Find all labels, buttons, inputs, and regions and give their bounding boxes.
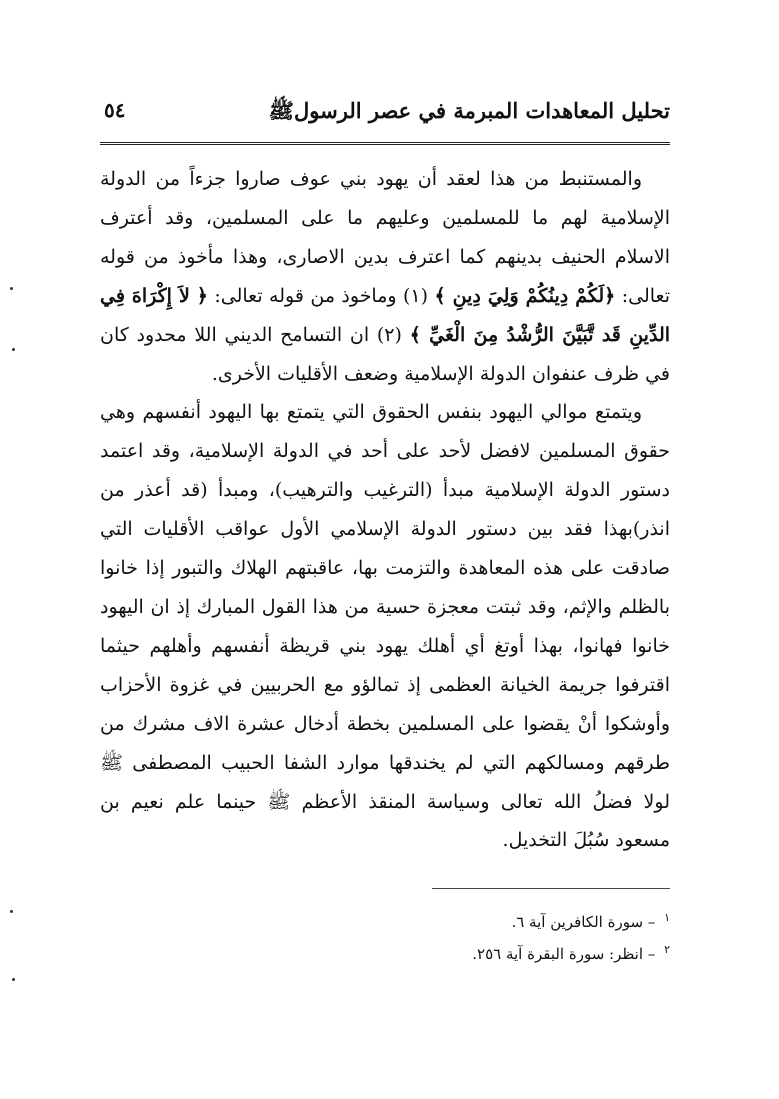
- paragraph-text: (١) وماخوذ من قوله تعالى:: [207, 284, 435, 307]
- page-number: ٥٤: [104, 98, 126, 122]
- scan-speck: [10, 287, 13, 290]
- paragraph-text: (٢) ان التسامح الديني اللا محدود كان في ظرف عنفوان الدولة الإسلامية وضعف الأقليات الأخرى.: [100, 323, 670, 385]
- scan-speck: [12, 348, 15, 351]
- body-text: [100, 160, 670, 860]
- footnote-text: – سورة الكافرين آية ٦.: [511, 913, 656, 931]
- quran-verse: ﴿ لاَ إِكْرَاهَ فِي الدِّينِ قَد تَّبَيَّنَ الرُّشْدُ مِنَ الْغَيِّ ﴾: [100, 284, 671, 346]
- footnote-marker: ٢: [664, 943, 670, 956]
- quran-verse: ﴿لَكُمْ دِينُكُمْ وَلِيَ دِينِ ﴾: [434, 284, 616, 307]
- footnote-marker: ١: [664, 911, 670, 924]
- footnote-1: [100, 904, 670, 936]
- paragraph: [100, 160, 670, 393]
- scan-speck: [12, 978, 15, 981]
- footnotes: [100, 904, 670, 968]
- header-divider: [100, 142, 670, 145]
- scan-speck: [10, 910, 13, 913]
- running-title: تحليل المعاهدات المبرمة في عصر الرسولﷺ: [268, 98, 670, 123]
- footnote-divider: [432, 888, 670, 889]
- footnote-text: – انظر: سورة البقرة آية ٢٥٦.: [472, 945, 656, 963]
- paragraph: [100, 393, 670, 860]
- paragraph-text: ويتمتع موالي اليهود بنفس الحقوق التي يتمتع بها اليهود أنفسهم وهي حقوق المسلمين لافضل لأحد على أحد في الدولة الإسلامية، وقد اعتمد دستور الدولة الإسلامية مبدأ (الترغيب والترهيب)، ومبدأ (قد أعذر من انذر)بهذا فقد بين دستور الدولة الإسلامي الأول عواقب الأقليات التي صادقت على هذه المعاهدة والتزمت بها، عاقبتهم الهلاك والتبور إذا خانوا بالظلم والإثم، وقد ثبتت معجزة حسية من هذا القول المبارك إذ ان اليهود خانوا فهانوا، بهذا أوتغ أي أهلك يهود بني قريظة أنفسهم وأهلهم حيثما اقترفوا جريمة الخيانة العظمى إذ تمالؤو مع الحربيين في غزوة الأحزاب وأوشكوا أنْ يقضوا على المسلمين بخطة أدخال عشرة الاف مشرك من طرقهم ومسالكهم التي لم يخندقها موارد الشفا الحبيب المصطفى ﷺ لولا فضلُ الله تعالى وسياسة المنقذ الأعظم ﷺ حينما علم نعيم بن مسعود سُبُلَ التخديل.: [100, 401, 670, 852]
- footnote-2: [100, 936, 670, 968]
- page-header: [100, 98, 670, 134]
- paragraph-text: والمستنبط من هذا لعقد أن يهود بني عوف صاروا جزءاً من الدولة الإسلامية لهم ما للمسلمين وعليهم ما على المسلمين، وقد أعترف الاسلام الحنيف بدينهم كما اعترف بدين الاصارى، وهذا مأخوذ من قوله تعالى:: [100, 168, 671, 307]
